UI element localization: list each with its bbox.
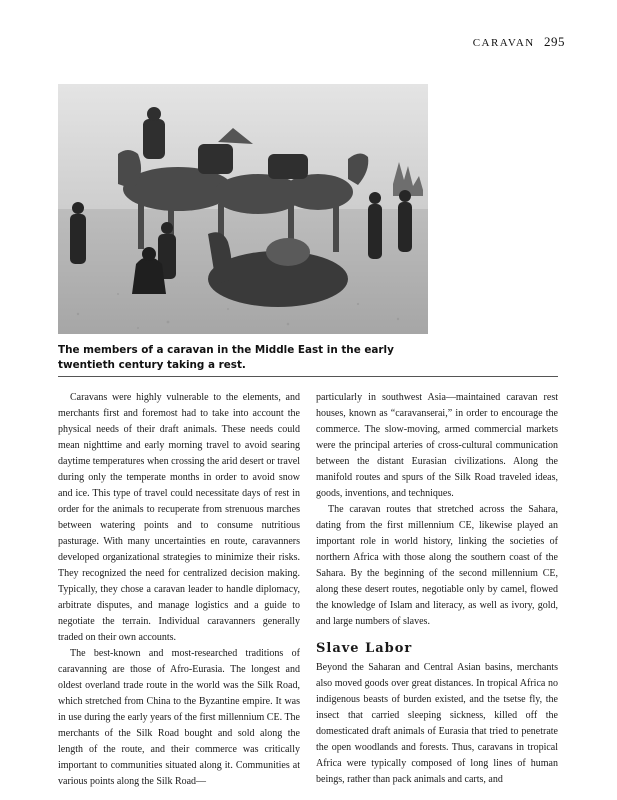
paragraph: The caravan routes that stretched across the Sahara, dating from the first millennium CE, likewise played an important role in world history, linking the societies of northern Africa with those along the southern coast of the Sahara. By the beginning of the second millennium CE, along these desert routes, negotiable only by camel, flowed the knowledge of Islam and literacy, as well as ivory, gold, and large numbers of slaves. [316,504,558,627]
caravan-photo-illustration [58,84,428,334]
running-head [473,34,565,50]
paragraph: Caravans were highly vulnerable to the elements, and merchants first and foremost had to take into account the physical needs of their draft animals. These needs could mean nighttime and early morning travel to avoid searing daytime temperatures when crossing the arid desert or travel during only the temperate months in order to avoid snow and ice. This type of travel could necessitate days of rest in order for the animals to recuperate from strenuous marches between watering points and to consume nutritious pasturage. With many uncertainties en route, caravanners developed organizational strategies to minimize their risks. They recognized the need for centralized decision making. Typically, they chose a caravan leader to handle diplomacy, arbitrate disputes, and manage logistics and a guide to negotiate the terrain. Individual caravanners generally traded on their own accounts. [58,392,300,643]
caption-divider [58,376,558,377]
caravan-photo [58,84,428,334]
left-column [58,390,300,790]
paragraph: The best-known and most-researched traditions of caravanning are those of Afro-Eurasia. The longest and oldest overland trade route in the world was the Silk Road, which stretched from China to the Byzantine empire. It was in use during the early years of the first millennium CE. The merchants of the Silk Road bought and sold along the length of the route, and their commerce was critically important to communities situated along it. Communities at various points along the Silk Road— [58,648,300,787]
right-column [316,390,558,788]
running-title: CARAVAN [472,37,535,49]
section-heading: Slave Labor [316,641,413,656]
page-number: 295 [544,34,565,49]
paragraph: Beyond the Saharan and Central Asian basins, merchants also moved goods over great distances. In tropical Africa no indigenous beasts of burden existed, and the tsetse fly, the insect that carried sleeping sickness, killed off the domesticated draft animals of Eurasia that tried to penetrate the open woodlands and forests. Thus, caravans in tropical Africa were typically composed of long lines of human beings, rather than pack animals and carts, and [316,662,558,785]
paragraph: particularly in southwest Asia—maintained caravan rest houses, known as “caravanserai,” in order to encourage the commerce. The slow-moving, armed commercial markets were the principal arteries of cross-cultural communication between the distant Eurasian civilizations. Along the manifold routes and spurs of the Silk Road traveled ideas, goods, inventions, and techniques. [316,392,558,499]
figure-caption: The members of a caravan in the Middle East in the early twentieth century taking a rest. [58,344,394,371]
